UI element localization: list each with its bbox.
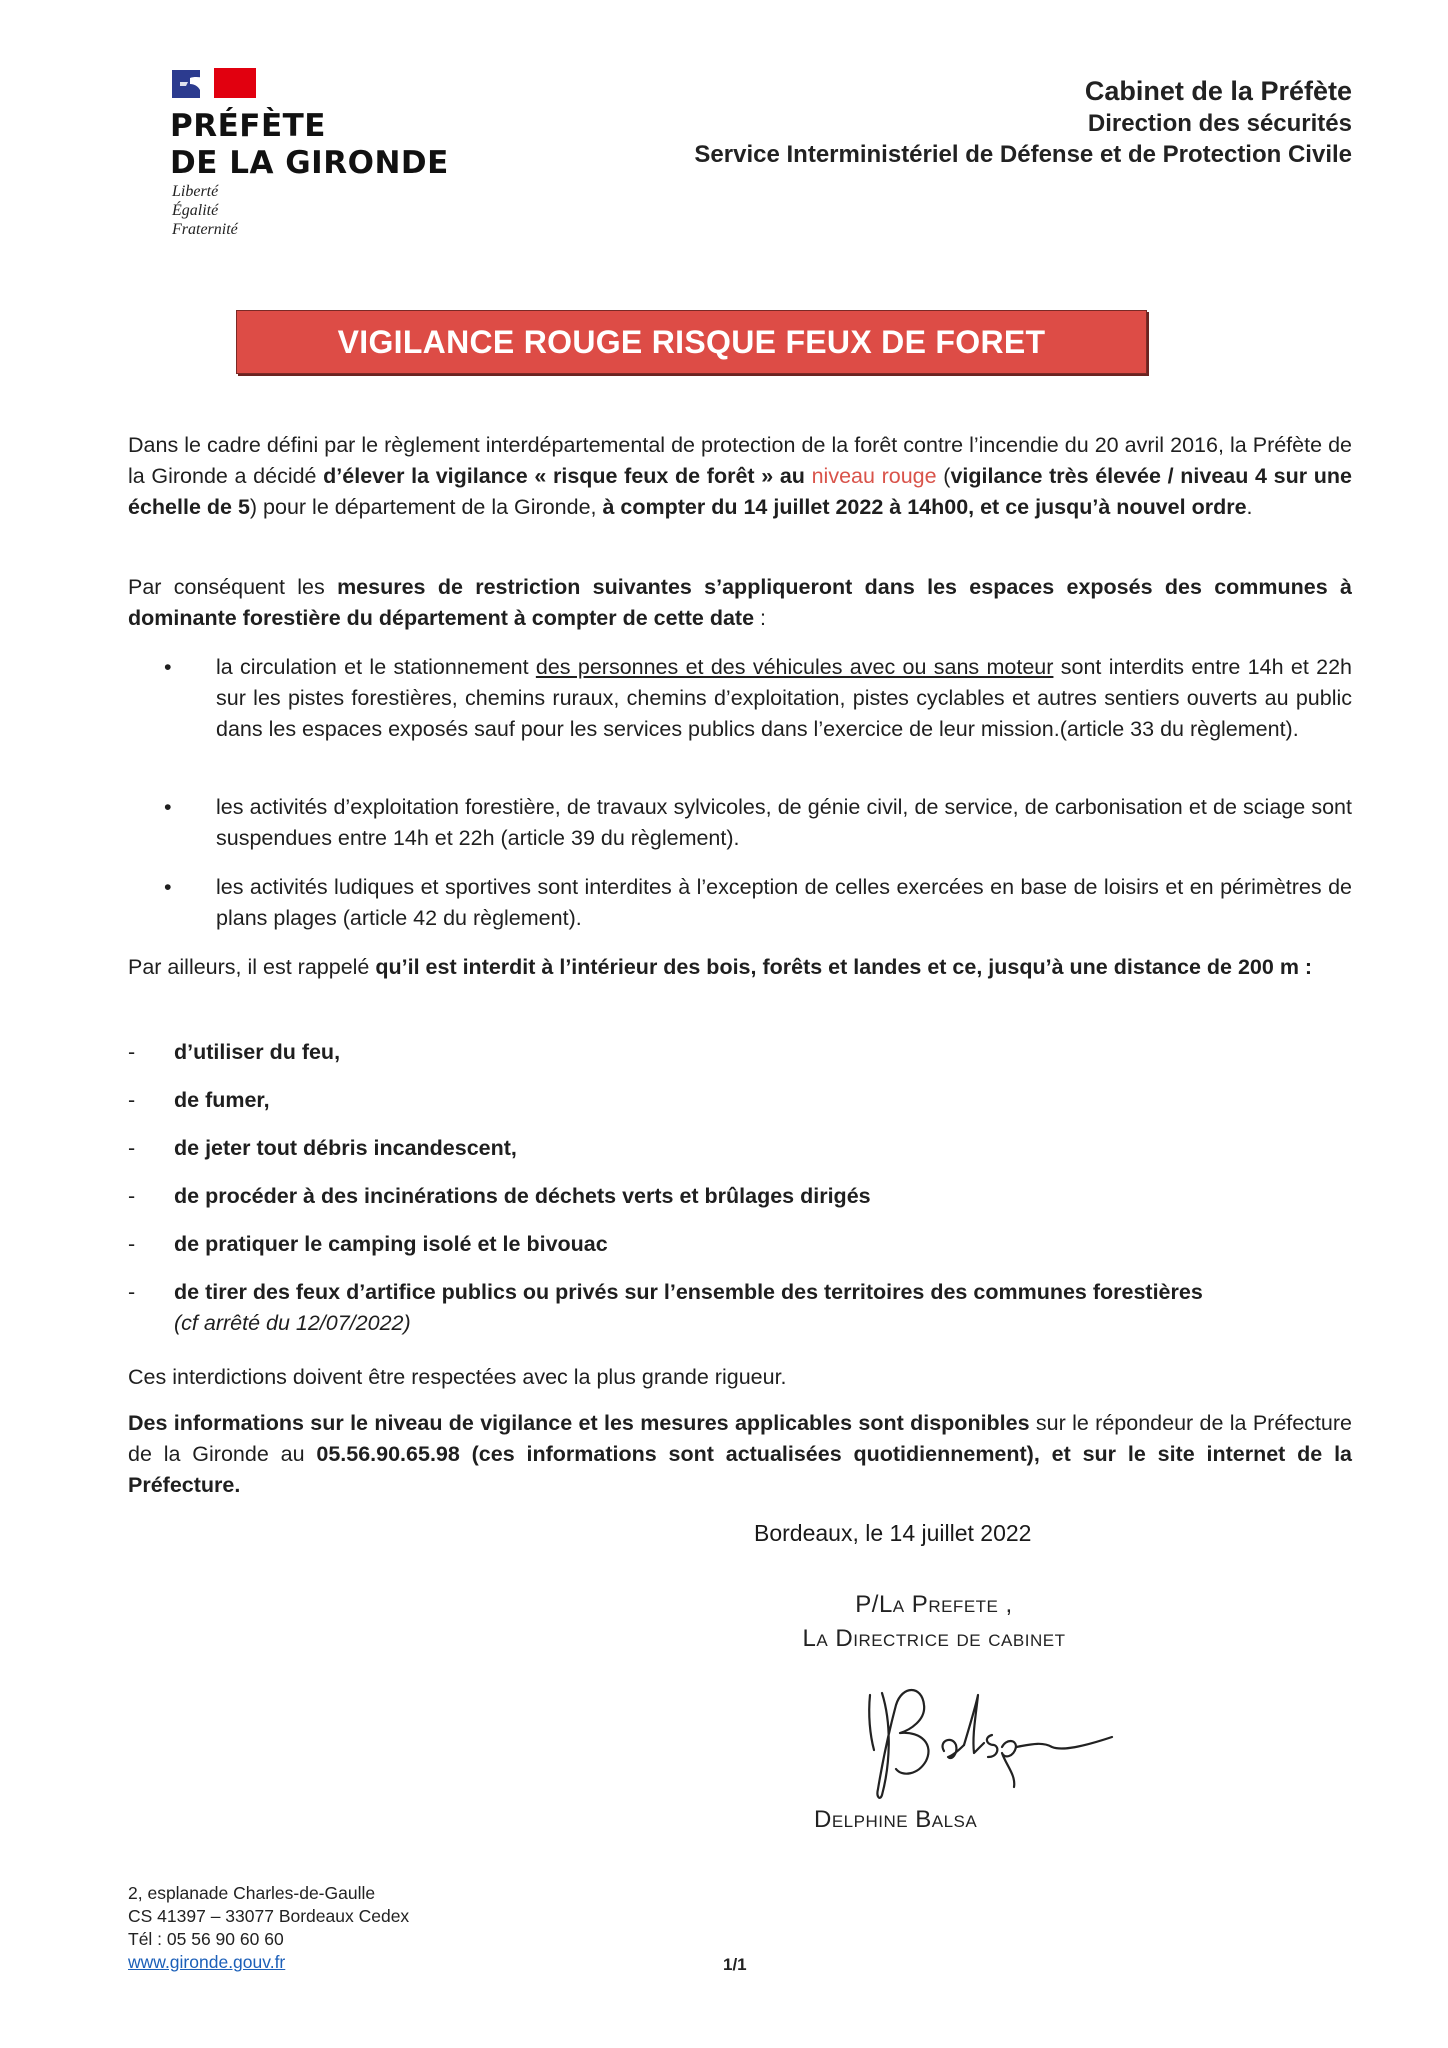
intro-text: Dans le cadre défini par le règlement interdépartemental de protection de la forêt contre l’incendie du 20 avril 2016, la Préfète de la Gironde a décidé bbox=[128, 433, 1352, 488]
prohibition-text: de jeter tout débris incandescent, bbox=[174, 1136, 517, 1160]
restriction-paragraph bbox=[128, 572, 1352, 634]
alert-title: VIGILANCE ROUGE RISQUE FEUX DE FORET bbox=[337, 323, 1046, 360]
intro-red-level: niveau rouge bbox=[811, 464, 937, 488]
footer-address bbox=[128, 1882, 409, 1974]
info-text: sur le répondeur de la Préfecture de la Gironde au bbox=[128, 1411, 1352, 1466]
dash-marker: - bbox=[128, 1280, 136, 1304]
restriction-list bbox=[160, 652, 1352, 745]
prohibition-note: (cf arrêté du 12/07/2022) bbox=[174, 1311, 411, 1335]
list-item bbox=[160, 652, 1352, 745]
alert-banner bbox=[236, 310, 1147, 374]
intro-bold-vigilance: d’élever la vigilance « risque feux de forêt » au bbox=[323, 464, 812, 488]
prohibition-text: de tirer des feux d’artifice publics ou privés sur l’ensemble des territoires des communes forestières bbox=[174, 1280, 1203, 1304]
phone-line: Tél : 05 56 90 60 60 bbox=[128, 1929, 284, 1949]
dash-marker: - bbox=[128, 1184, 136, 1208]
page-number: 1/1 bbox=[723, 1955, 747, 1974]
motto-liberte: Liberté bbox=[172, 183, 219, 200]
dash-marker: - bbox=[128, 1088, 136, 1112]
office-line-2: Direction des sécurités bbox=[1087, 110, 1352, 137]
prefecture-line-1: PRÉFÈTE bbox=[170, 108, 326, 144]
date-line: Bordeaux, le 14 juillet 2022 bbox=[754, 1520, 1032, 1546]
bullet-icon: • bbox=[164, 655, 172, 679]
marianne-logo bbox=[172, 68, 256, 100]
address-line-2: CS 41397 – 33077 Bordeaux Cedex bbox=[128, 1906, 410, 1926]
dash-marker: - bbox=[128, 1136, 136, 1160]
intro-text-mid: ( bbox=[936, 464, 951, 488]
handwritten-signature bbox=[852, 1665, 1122, 1805]
restriction-list bbox=[160, 792, 1352, 854]
signer-role-line-1: P/La Prefete , bbox=[855, 1591, 1013, 1618]
restriction-list bbox=[160, 872, 1352, 934]
bullet-text: sont interdits entre 14h et 22h sur les pistes forestières, chemins ruraux, chemins d’exploitation, pistes cyclables et autres sentiers ouverts au public dans les espaces exposés sauf pour les services publics dans l’exercice de leur mission.(article 33 du règlement). bbox=[216, 655, 1352, 741]
list-item bbox=[128, 1277, 1352, 1339]
website-link[interactable]: www.gironde.gouv.fr bbox=[128, 1952, 286, 1972]
bullet-icon: • bbox=[164, 875, 172, 899]
restriction-text: Par conséquent les bbox=[128, 575, 338, 599]
signer-name: Delphine Balsa bbox=[814, 1806, 978, 1833]
office-line-3: Service Interministériel de Défense et de Protection Civile bbox=[694, 141, 1352, 168]
office-heading bbox=[694, 74, 1352, 170]
intro-paragraph bbox=[128, 430, 1352, 523]
reminder-bold: qu’il est interdit à l’intérieur des bois, forêts et landes et ce, jusqu’à une distance de 200 m : bbox=[375, 955, 1313, 979]
prohibition-text: de pratiquer le camping isolé et le bivouac bbox=[174, 1232, 608, 1256]
list-item bbox=[128, 1133, 1352, 1164]
rigor-paragraph: Ces interdictions doivent être respectées avec la plus grande rigueur. bbox=[128, 1365, 787, 1389]
bullet-icon: • bbox=[164, 795, 172, 819]
intro-text-mid2: ) pour le département de la Gironde, bbox=[249, 495, 603, 519]
restriction-end: : bbox=[754, 606, 766, 630]
dash-marker: - bbox=[128, 1040, 136, 1064]
bullet-underlined: des personnes et des véhicules avec ou sans moteur bbox=[535, 655, 1054, 679]
prohibition-text: de procéder à des incinérations de déchets verts et brûlages dirigés bbox=[174, 1184, 871, 1208]
intro-end: . bbox=[1246, 495, 1253, 519]
prohibition-text: de fumer, bbox=[174, 1088, 270, 1112]
list-item bbox=[128, 1229, 1352, 1260]
list-item bbox=[128, 1181, 1352, 1212]
list-item bbox=[160, 872, 1352, 934]
reminder-text: Par ailleurs, il est rappelé bbox=[128, 955, 376, 979]
reminder-paragraph bbox=[128, 952, 1352, 983]
signer-role bbox=[744, 1588, 1124, 1656]
address-line-1: 2, esplanade Charles-de-Gaulle bbox=[128, 1883, 376, 1903]
restriction-bold: mesures de restriction suivantes s’appliqueront dans les espaces exposés des communes à dominante forestière du département à compter de cette date bbox=[128, 575, 1352, 630]
office-line-1: Cabinet de la Préfète bbox=[1084, 76, 1352, 106]
bullet-text: la circulation et le stationnement bbox=[216, 655, 536, 679]
intro-bold-date: à compter du 14 juillet 2022 à 14h00, et ce jusqu’à nouvel ordre bbox=[602, 495, 1247, 519]
info-bold-phone: 05.56.90.65.98 (ces informations sont actualisées quotidiennement), et sur le site internet de la Préfecture. bbox=[128, 1442, 1352, 1497]
intro-bold-level: vigilance très élevée / niveau 4 sur une échelle de 5 bbox=[128, 464, 1352, 519]
signer-role-line-2: La Directrice de cabinet bbox=[802, 1625, 1066, 1652]
bullet-text: les activités d’exploitation forestière, de travaux sylvicoles, de génie civil, de service, de carbonisation et de sciage sont suspendues entre 14h et 22h (article 39 du règlement). bbox=[216, 795, 1352, 850]
prefecture-line-2: DE LA GIRONDE bbox=[170, 145, 449, 181]
list-item bbox=[128, 1037, 1352, 1068]
republic-motto bbox=[172, 182, 238, 239]
prohibition-text: d’utiliser du feu, bbox=[174, 1040, 341, 1064]
motto-egalite: Égalité bbox=[172, 202, 219, 219]
prefecture-name bbox=[170, 108, 449, 182]
list-item bbox=[160, 792, 1352, 854]
motto-fraternite: Fraternité bbox=[172, 221, 238, 238]
list-item bbox=[128, 1085, 1352, 1116]
dash-marker: - bbox=[128, 1232, 136, 1256]
bullet-text: les activités ludiques et sportives sont interdites à l’exception de celles exercées en base de loisirs et en périmètres de plans plages (article 42 du règlement). bbox=[216, 875, 1352, 930]
info-paragraph bbox=[128, 1408, 1352, 1501]
info-bold: Des informations sur le niveau de vigilance et les mesures applicables sont disponibles bbox=[128, 1411, 1030, 1435]
